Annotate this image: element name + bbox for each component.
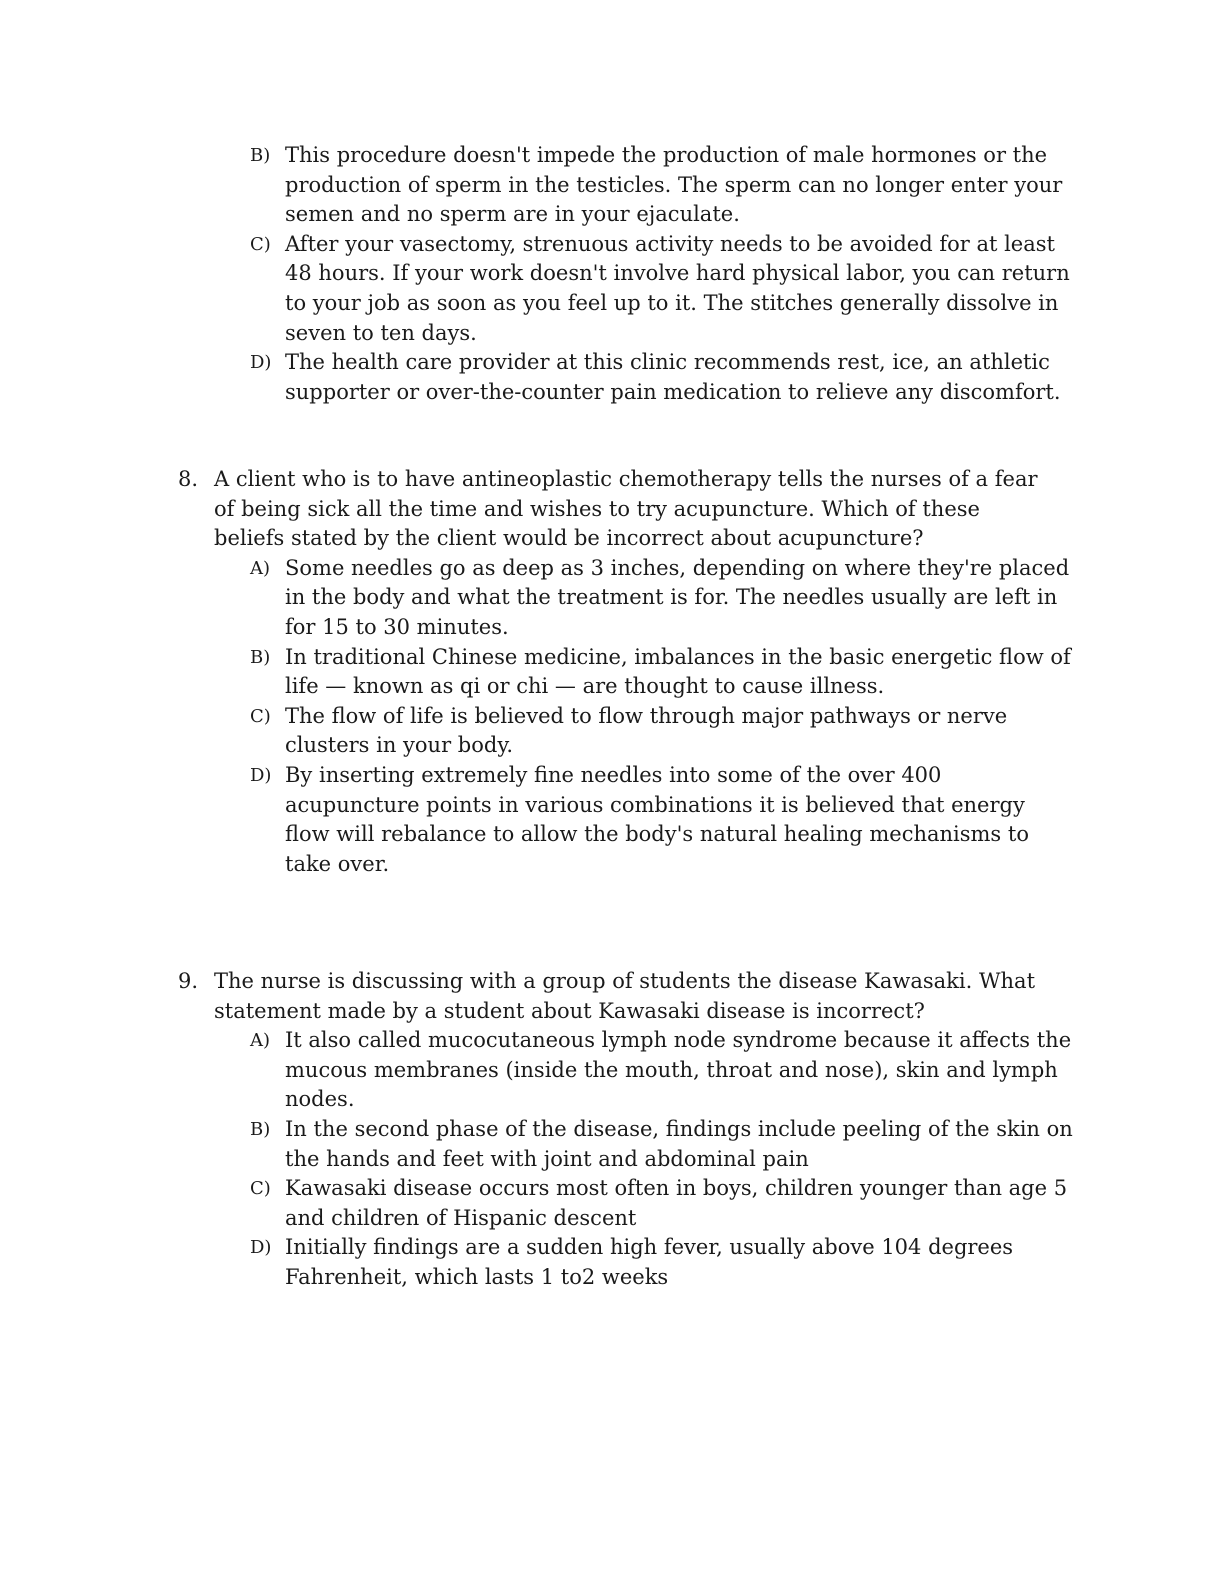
option-text: It also called mucocutaneous lymph node syndrome because it affects the mucous membranes (inside the mouth, throat and nose), skin and lymph nodes. bbox=[285, 1028, 1072, 1112]
option-text: In the second phase of the disease, findings include peeling of the skin on the hands and feet with joint and abdominal pain bbox=[285, 1116, 1073, 1171]
option-letter: D) bbox=[250, 764, 272, 786]
option-text: Some needles go as deep as 3 inches, depending on where they're placed in the body and what the treatment is for. The needles usually are left in for 15 to 30 minutes. bbox=[285, 555, 1070, 639]
question-text: The nurse is discussing with a group of students the disease Kawasaki. What statement made by a student about Kawasaki disease is incorrect? bbox=[214, 969, 1036, 1023]
question-number: 8. bbox=[178, 467, 199, 491]
question-9 bbox=[0, 967, 1224, 1293]
question-stem bbox=[178, 967, 1078, 1026]
option-text: Initially findings are a sudden high fever, usually above 104 degrees Fahrenheit, which lasts 1 to2 weeks bbox=[285, 1235, 1014, 1289]
option-text: Kawasaki disease occurs most often in boys, children younger than age 5 and children of Hispanic descent bbox=[285, 1176, 1068, 1230]
option-c bbox=[250, 230, 1080, 348]
option-letter: B) bbox=[250, 1118, 271, 1140]
option-letter: A) bbox=[250, 1030, 271, 1052]
option-letter: D) bbox=[250, 1237, 272, 1259]
option-text: This procedure doesn't impede the production of male hormones or the production of sperm in the testicles. The sperm can no longer enter your semen and no sperm are in your ejaculate. bbox=[285, 143, 1063, 227]
option-letter: B) bbox=[250, 145, 271, 166]
option-d bbox=[250, 348, 1080, 407]
option-d bbox=[250, 761, 1080, 879]
option-letter: D) bbox=[250, 352, 272, 374]
option-text: In traditional Chinese medicine, imbalances in the basic energetic flow of life — known as qi or chi — are thought to cause illness. bbox=[285, 644, 1071, 699]
option-d bbox=[250, 1233, 1080, 1292]
option-text: The health care provider at this clinic recommends rest, ice, an athletic supporter or over-the-counter pain medication to relieve any discomfort. bbox=[285, 350, 1061, 404]
question-8 bbox=[0, 465, 1224, 879]
option-list bbox=[0, 554, 1224, 880]
option-a bbox=[250, 1026, 1080, 1115]
option-b bbox=[250, 1115, 1080, 1174]
option-b bbox=[250, 643, 1080, 702]
option-b bbox=[250, 141, 1080, 230]
option-text: The flow of life is believed to flow through major pathways or nerve clusters in your body. bbox=[285, 703, 1008, 758]
question-stem bbox=[178, 465, 1078, 554]
option-a bbox=[250, 554, 1080, 643]
question-number: 9. bbox=[178, 969, 199, 993]
option-text: After your vasectomy, strenuous activity needs to be avoided for at least 48 hours. If your work doesn't involve hard physical labor, you can return to your job as soon as you feel up to it. The stitches generally dissolve in seven to ten days. bbox=[285, 231, 1070, 345]
option-list bbox=[0, 1026, 1224, 1292]
question-text: A client who is to have antineoplastic chemotherapy tells the nurses of a fear of being sick all the time and wishes to try acupuncture. Which of these beliefs stated by the client would be incorrect about acupuncture? bbox=[214, 467, 1038, 551]
option-list bbox=[0, 141, 1224, 407]
option-text: By inserting extremely fine needles into some of the over 400 acupuncture points in various combinations it is believed that energy flow will rebalance to allow the body's natural healing mechanisms to take over. bbox=[285, 762, 1029, 876]
option-letter: B) bbox=[250, 646, 271, 668]
option-letter: A) bbox=[250, 557, 271, 579]
option-c bbox=[250, 1174, 1080, 1233]
option-c bbox=[250, 702, 1080, 761]
option-letter: C) bbox=[250, 705, 271, 727]
option-letter: C) bbox=[250, 1178, 271, 1200]
option-letter: C) bbox=[250, 233, 271, 255]
continued-question-options bbox=[0, 141, 1224, 407]
